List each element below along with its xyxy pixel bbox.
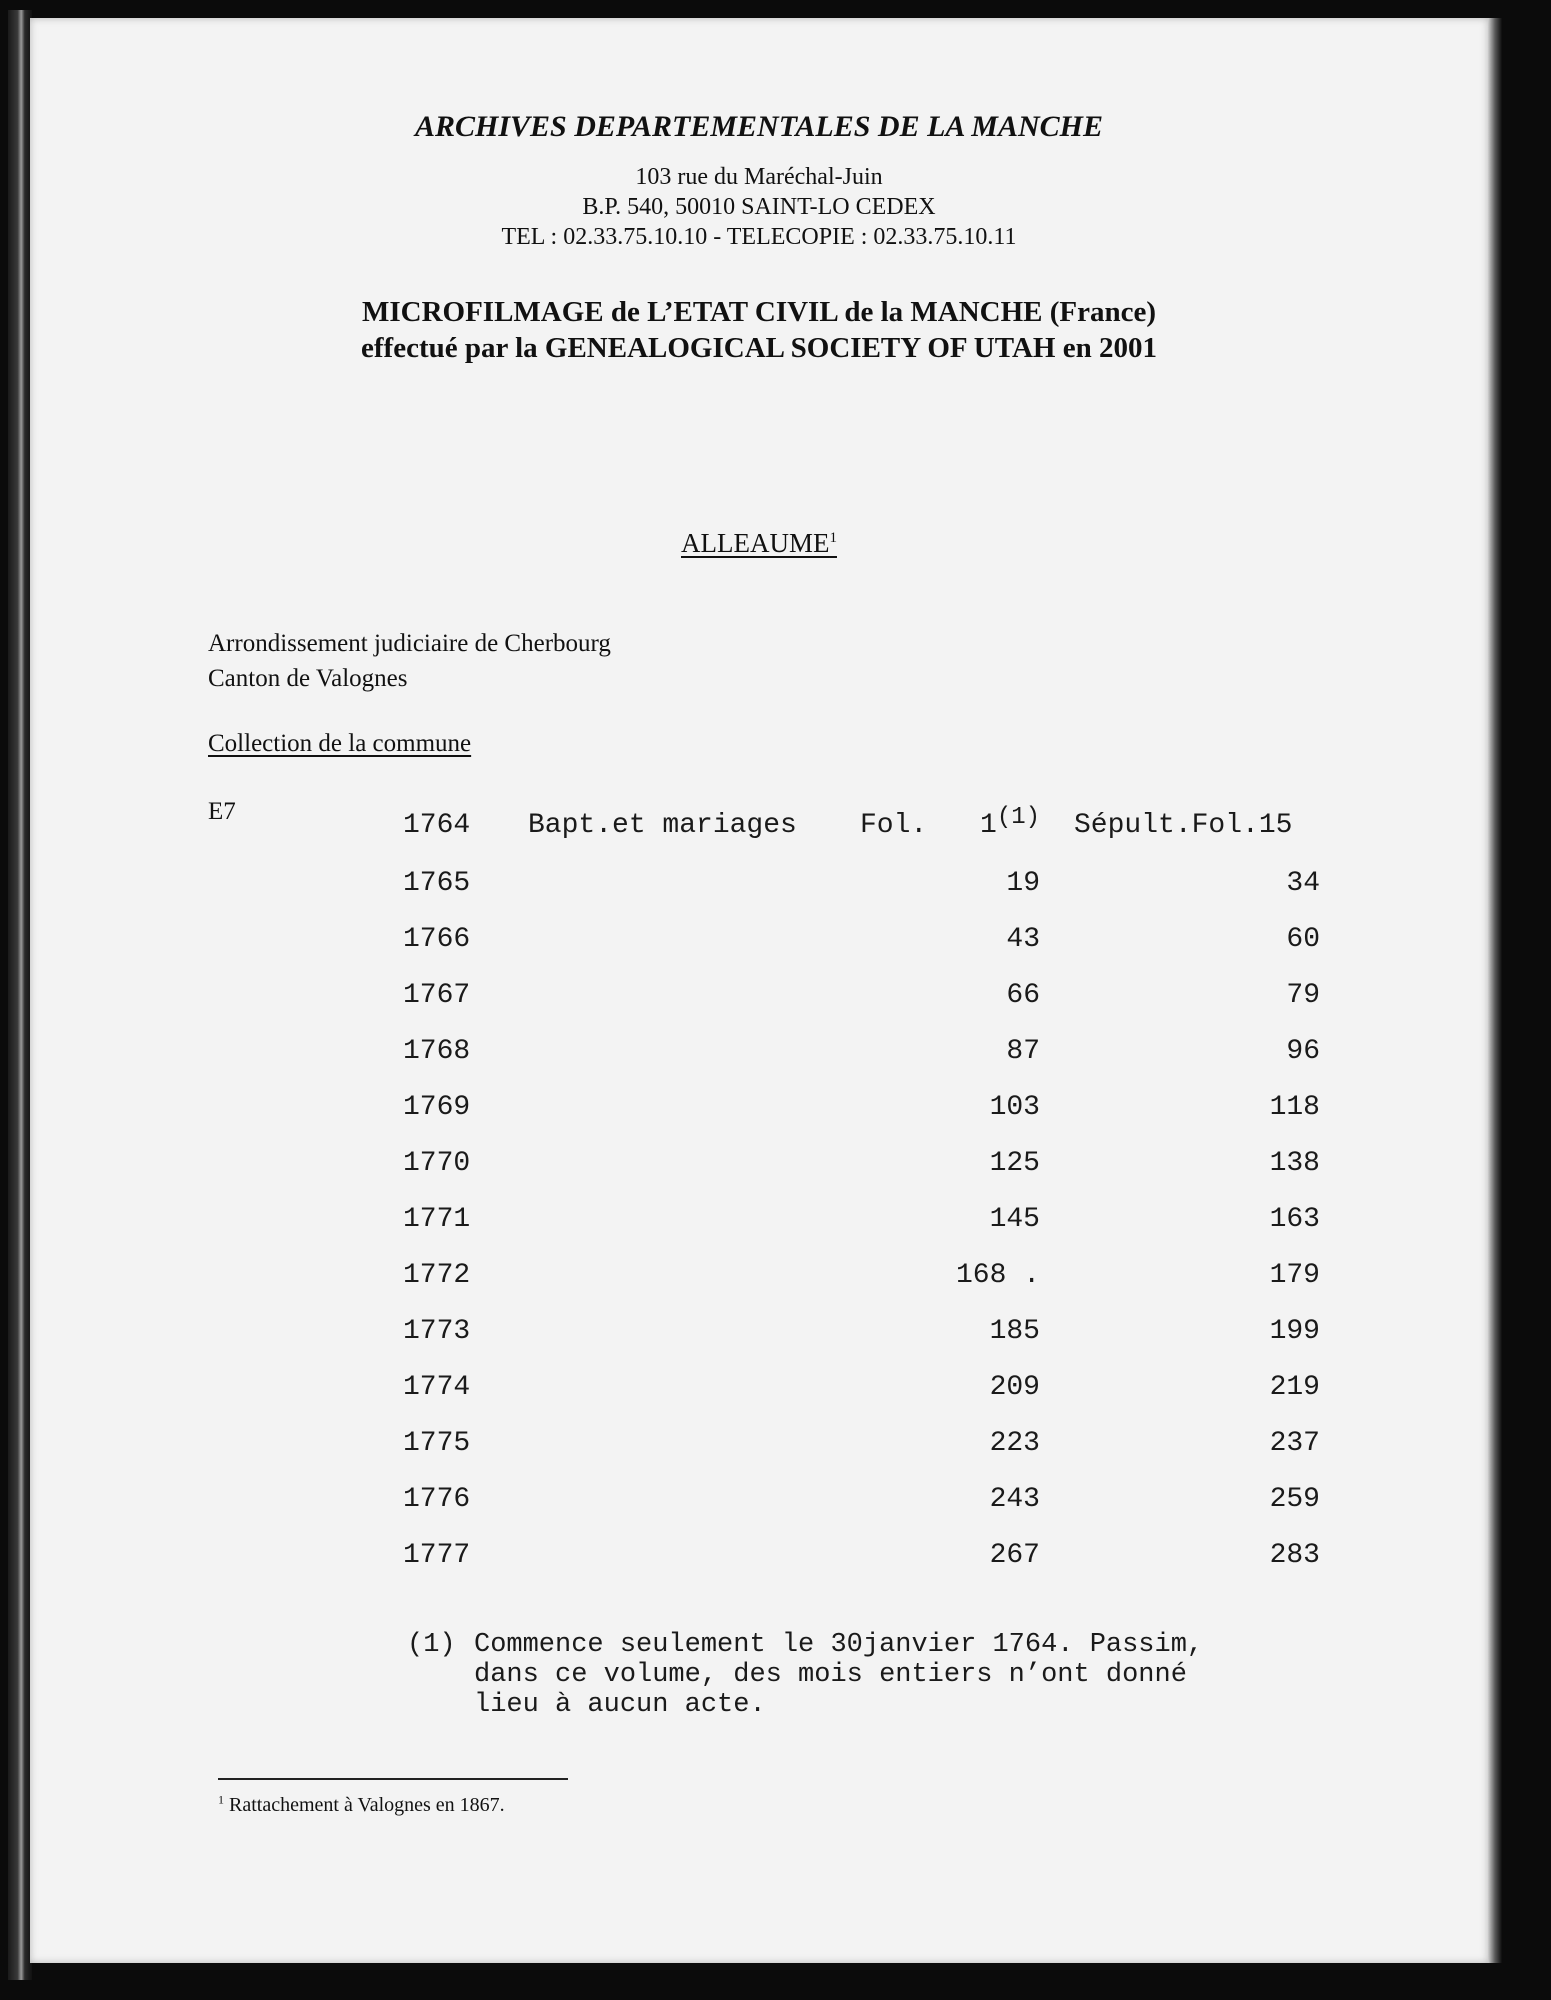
commune-footnote-marker: 1 xyxy=(829,530,837,546)
row-fol: 209 xyxy=(989,1372,1040,1403)
row-year: 1767 xyxy=(403,980,471,1011)
note-line-3: lieu à aucun acte. xyxy=(474,1690,766,1720)
row-fol: 243 xyxy=(989,1484,1040,1515)
film-edge-right xyxy=(1488,18,1502,1963)
row-fol: 145 xyxy=(989,1204,1040,1235)
footnote-divider xyxy=(218,1778,568,1780)
film-edge-left xyxy=(8,10,32,1980)
row-fol: 87 xyxy=(1006,1036,1040,1067)
archive-title: ARCHIVES DEPARTEMENTALES DE LA MANCHE xyxy=(415,110,1103,143)
row-sepult: 34 xyxy=(1286,868,1320,899)
row-year: 1776 xyxy=(403,1484,471,1515)
row-year: 1772 xyxy=(403,1260,471,1291)
header-fol-value xyxy=(980,804,1041,841)
row-year: 1770 xyxy=(403,1148,471,1179)
row-year: 1775 xyxy=(403,1428,471,1459)
row-fol: 125 xyxy=(989,1148,1040,1179)
row-year: 1768 xyxy=(403,1036,471,1067)
arrondissement: Arrondissement judiciaire de Cherbourg xyxy=(208,630,611,657)
row-fol: 19 xyxy=(1006,868,1040,899)
row-fol: 267 xyxy=(989,1540,1040,1571)
row-fol: 103 xyxy=(989,1092,1040,1123)
row-fol: 168 . xyxy=(955,1260,1040,1291)
document-page xyxy=(30,18,1488,1963)
note-line-1: Commence seulement le 30janvier 1764. Passim, xyxy=(474,1630,1204,1660)
row-sepult: 219 xyxy=(1269,1372,1320,1403)
footnote-text: Rattachement à Valognes en 1867. xyxy=(229,1794,505,1816)
row-fol: 185 xyxy=(989,1316,1040,1347)
microfilm-subtitle: effectué par la GENEALOGICAL SOCIETY OF UTAH en 2001 xyxy=(361,332,1157,364)
commune-name-text: ALLEAUME xyxy=(681,528,830,558)
row-sepult: 118 xyxy=(1269,1092,1320,1123)
row-sepult: 283 xyxy=(1269,1540,1320,1571)
row-sepult: 138 xyxy=(1269,1148,1320,1179)
note-marker: (1) xyxy=(407,1630,456,1660)
row-sepult: 79 xyxy=(1286,980,1320,1011)
footnote xyxy=(218,1794,505,1817)
row-sepult: 179 xyxy=(1269,1260,1320,1291)
row-sepult: 96 xyxy=(1286,1036,1320,1067)
address-postal: B.P. 540, 50010 SAINT-LO CEDEX xyxy=(582,194,936,220)
row-year: 1777 xyxy=(403,1540,471,1571)
register-cote: E7 xyxy=(208,798,236,825)
address-street: 103 rue du Maréchal-Juin xyxy=(635,164,883,190)
row-fol: 43 xyxy=(1006,924,1040,955)
commune-name xyxy=(30,528,1488,559)
row-sepult: 60 xyxy=(1286,924,1320,955)
header-fol-number: 1 xyxy=(980,810,997,841)
row-year: 1771 xyxy=(403,1204,471,1235)
footnote-marker: 1 xyxy=(218,1792,224,1807)
row-year: 1774 xyxy=(403,1372,471,1403)
collection-heading: Collection de la commune xyxy=(208,730,472,757)
microfilm-title: MICROFILMAGE de L’ETAT CIVIL de la MANCHE (France) xyxy=(361,296,1157,328)
row-sepult: 163 xyxy=(1269,1204,1320,1235)
row-year: 1769 xyxy=(403,1092,471,1123)
header-fol: Fol. xyxy=(860,810,928,841)
header-sepult: Sépult.Fol.15 xyxy=(1074,810,1293,841)
header-note-ref: (1) xyxy=(996,804,1041,831)
row-year: 1765 xyxy=(403,868,471,899)
row-year: 1773 xyxy=(403,1316,471,1347)
row-sepult: 199 xyxy=(1269,1316,1320,1347)
header-year: 1764 xyxy=(403,810,471,841)
row-year: 1766 xyxy=(403,924,471,955)
canton: Canton de Valognes xyxy=(208,665,408,692)
address-phone: TEL : 02.33.75.10.10 - TELECOPIE : 02.33.75.10.11 xyxy=(501,224,1017,250)
header-bapt: Bapt.et mariages xyxy=(528,810,797,841)
row-fol: 66 xyxy=(1006,980,1040,1011)
row-sepult: 259 xyxy=(1269,1484,1320,1515)
row-sepult: 237 xyxy=(1269,1428,1320,1459)
row-fol: 223 xyxy=(989,1428,1040,1459)
note-line-2: dans ce volume, des mois entiers n’ont donné xyxy=(474,1660,1187,1690)
